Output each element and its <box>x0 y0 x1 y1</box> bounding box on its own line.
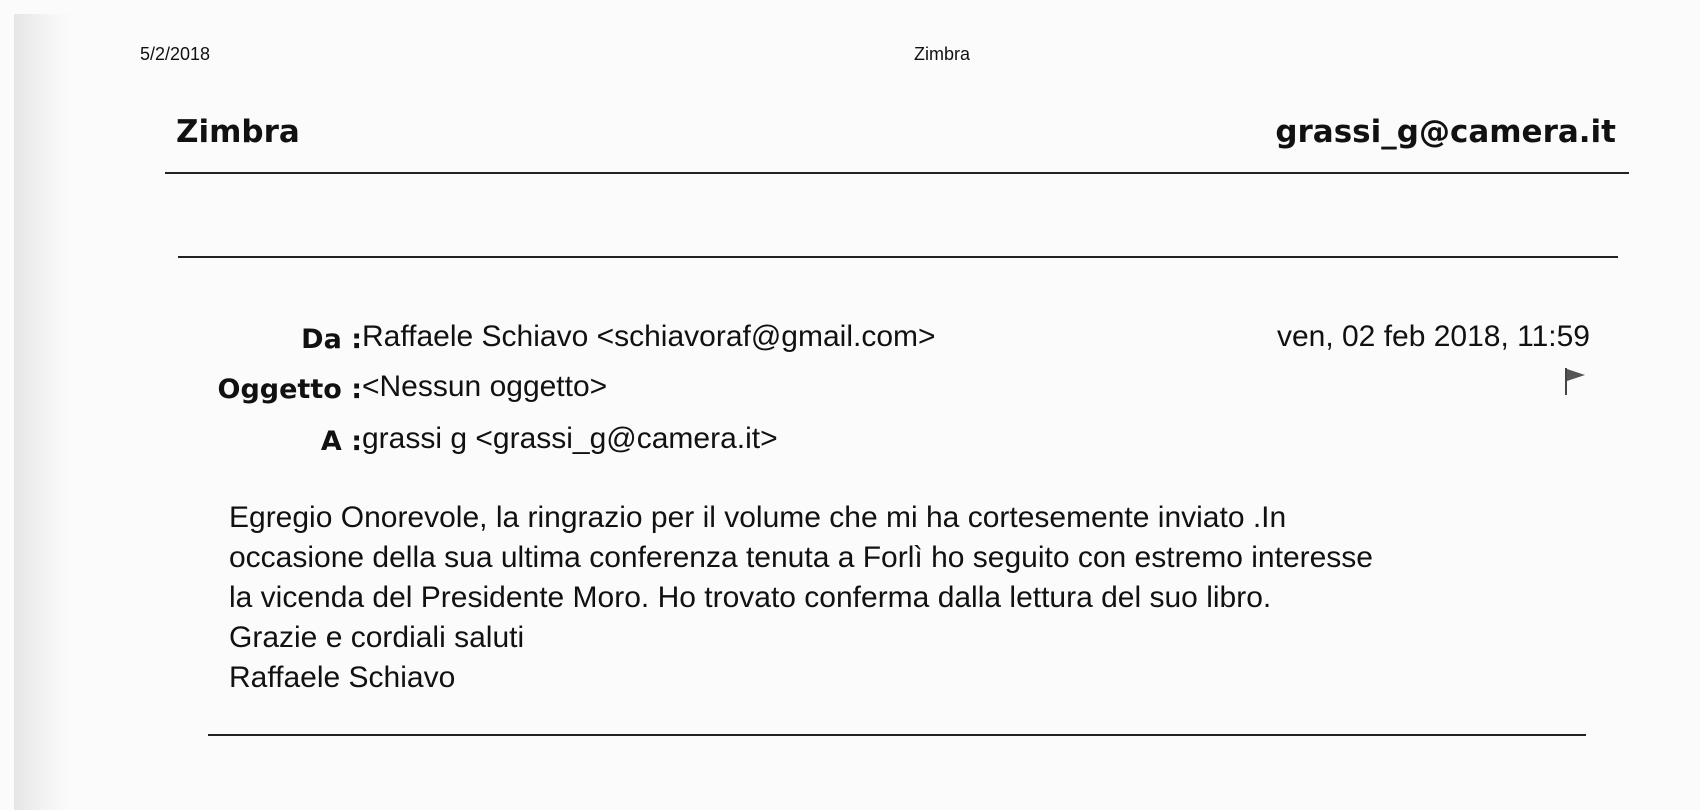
body-line: occasione della sua ultima conferenza tenuta a Forlì ho seguito con estremo interesse <box>229 541 1373 574</box>
scan-edge-shadow <box>14 14 74 810</box>
body-line: Egregio Onorevole, la ringrazio per il volume che mi ha cortesemente inviato .In <box>229 501 1287 534</box>
from-value: Raffaele Schiavo <schiavoraf@gmail.com> <box>362 320 936 353</box>
print-title: Zimbra <box>914 44 971 64</box>
header-divider <box>165 172 1629 174</box>
subject-value: <Nessun oggetto> <box>362 370 608 403</box>
body-line: la vicenda del Presidente Moro. Ho trovato conferma dalla lettura del suo libro. <box>229 581 1272 614</box>
flag-icon[interactable] <box>1563 366 1589 396</box>
to-value: grassi g <grassi_g@camera.it> <box>362 422 778 455</box>
account-address: grassi_g@camera.it <box>1275 114 1616 150</box>
app-name: Zimbra <box>176 114 300 150</box>
to-label: A : <box>320 426 362 457</box>
print-date: 5/2/2018 <box>140 44 211 64</box>
toolbar-divider <box>178 256 1618 258</box>
from-label: Da : <box>301 324 362 355</box>
body-line: Grazie e cordiali saluti <box>229 621 525 654</box>
message-date: ven, 02 feb 2018, 11:59 <box>1276 320 1590 353</box>
message-body <box>229 498 1609 698</box>
subject-label: Oggetto : <box>217 374 362 405</box>
footer-divider <box>208 734 1586 736</box>
body-line: Raffaele Schiavo <box>229 661 456 694</box>
